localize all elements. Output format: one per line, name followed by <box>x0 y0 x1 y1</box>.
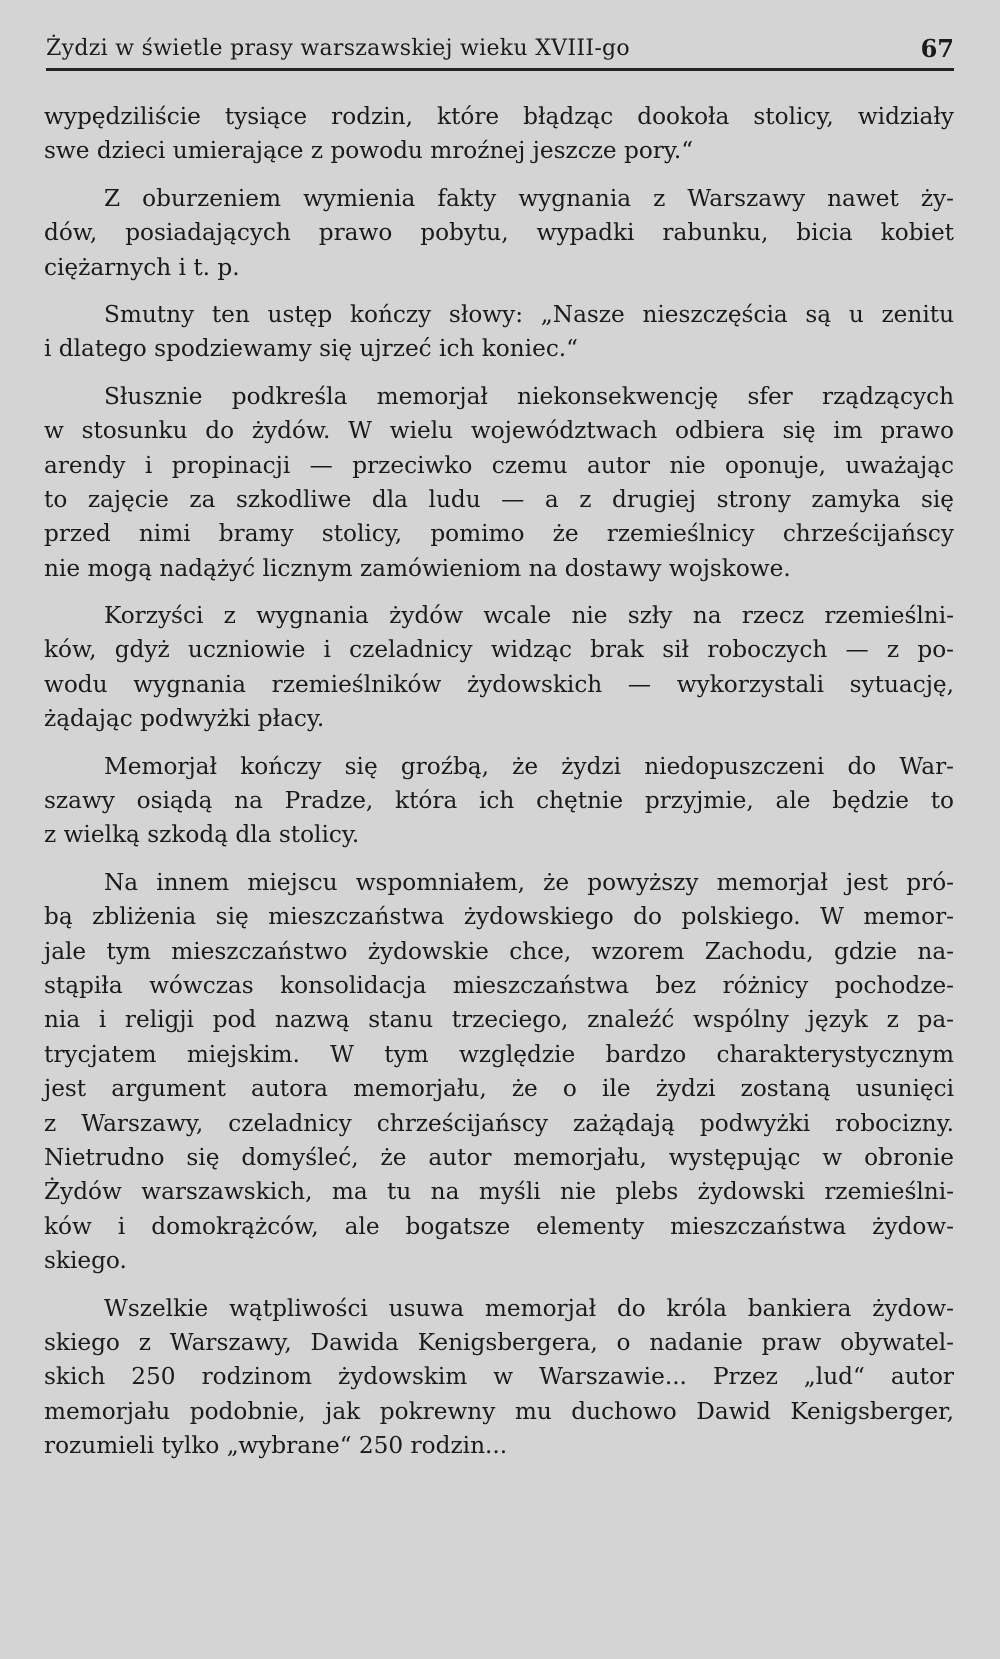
text-line: Na innem miejscu wspomniałem, że powyższy memorjał jest pró- <box>104 868 954 896</box>
text-line: jest argument autora memorjału, że o ile żydzi zostaną usunięci <box>44 1075 954 1103</box>
text-line: z Warszawy, czeladnicy chrześcijańscy zażądają podwyżki robocizny. <box>44 1109 954 1137</box>
text-line: w stosunku do żydów. W wielu województwach odbiera się im prawo <box>44 417 954 445</box>
text-line: szawy osiądą na Pradze, która ich chętnie przyjmie, ale będzie to <box>44 787 954 815</box>
text-line: Wszelkie wątpliwości usuwa memorjał do króla bankiera żydow- <box>104 1294 954 1322</box>
text-line: arendy i propinacji — przeciwko czemu autor nie oponuje, uważając <box>44 451 954 479</box>
page-number: 67 <box>920 34 954 63</box>
text-line: Żydów warszawskich, ma tu na myśli nie plebs żydowski rzemieślni- <box>44 1178 954 1206</box>
text-line: Memorjał kończy się groźbą, że żydzi niedopuszczeni do War- <box>104 752 954 780</box>
text-line: Korzyści z wygnania żydów wcale nie szły na rzecz rzemieślni- <box>104 602 954 630</box>
text-line: Słusznie podkreśla memorjał niekonsekwencję sfer rządzących <box>104 382 954 410</box>
paragraph <box>44 866 954 1279</box>
text-line: nia i religji pod nazwą stanu trzeciego, znaleźć wspólny język z pa- <box>44 1006 954 1034</box>
text-line: Nietrudno się domyśleć, że autor memorjału, występując w obronie <box>44 1143 954 1171</box>
paragraph <box>44 100 954 169</box>
text-line: ków i domokrążców, ale bogatsze elementy mieszczaństwa żydow- <box>44 1212 954 1240</box>
paragraph <box>44 1292 954 1464</box>
running-head: Żydzi w świetle prasy warszawskiej wieku XVIII-go <box>46 36 630 61</box>
text-line: wodu wygnania rzemieślników żydowskich — wykorzystali sytuację, <box>44 670 954 698</box>
text-line: dów, posiadających prawo pobytu, wypadki rabunku, bicia kobiet <box>44 219 954 247</box>
text-line: jale tym mieszczaństwo żydowskie chce, wzorem Zachodu, gdzie na- <box>44 937 954 965</box>
paragraph <box>44 380 954 586</box>
text-line: przed nimi bramy stolicy, pomimo że rzemieślnicy chrześcijańscy <box>44 520 954 548</box>
text-line: bą zbliżenia się mieszczaństwa żydowskiego do polskiego. W memor- <box>44 903 954 931</box>
text-line: trycjatem miejskim. W tym względzie bardzo charakterystycznym <box>44 1040 954 1068</box>
text-line: skiego. <box>44 1247 127 1275</box>
text-line: skich 250 rodzinom żydowskim w Warszawie... Przez „lud“ autor <box>44 1363 954 1391</box>
text-line: ciężarnych i t. p. <box>44 253 240 281</box>
text-line: Smutny ten ustęp kończy słowy: „Nasze nieszczęścia są u zenitu <box>104 300 954 328</box>
paragraph <box>44 750 954 853</box>
text-line: ków, gdyż uczniowie i czeladnicy widząc brak sił roboczych — z po- <box>44 636 954 664</box>
text-line: to zajęcie za szkodliwe dla ludu — a z drugiej strony zamyka się <box>44 485 954 513</box>
text-line: swe dzieci umierające z powodu mroźnej jeszcze pory.“ <box>44 137 694 165</box>
text-line: Z oburzeniem wymienia fakty wygnania z Warszawy nawet ży- <box>104 184 954 212</box>
text-line: skiego z Warszawy, Dawida Kenigsbergera, o nadanie praw obywatel- <box>44 1328 954 1356</box>
text-line: stąpiła wówczas konsolidacja mieszczaństwa bez różnicy pochodze- <box>44 971 954 999</box>
page-header <box>46 30 954 70</box>
paragraph <box>44 298 954 367</box>
text-line: i dlatego spodziewamy się ujrzeć ich koniec.“ <box>44 335 579 363</box>
paragraph <box>44 599 954 737</box>
body-text <box>44 100 954 1476</box>
text-line: z wielką szkodą dla stolicy. <box>44 821 360 849</box>
text-line: nie mogą nadążyć licznym zamówieniom na dostawy wojskowe. <box>44 554 791 582</box>
header-rule <box>46 68 954 71</box>
paragraph <box>44 182 954 285</box>
text-line: wypędziliście tysiące rodzin, które błądząc dookoła stolicy, widziały <box>44 103 954 130</box>
text-line: memorjału podobnie, jak pokrewny mu duchowo Dawid Kenigsberger, <box>44 1397 954 1425</box>
text-line: rozumieli tylko „wybrane“ 250 rodzin... <box>44 1432 508 1460</box>
text-line: żądając podwyżki płacy. <box>44 705 325 733</box>
